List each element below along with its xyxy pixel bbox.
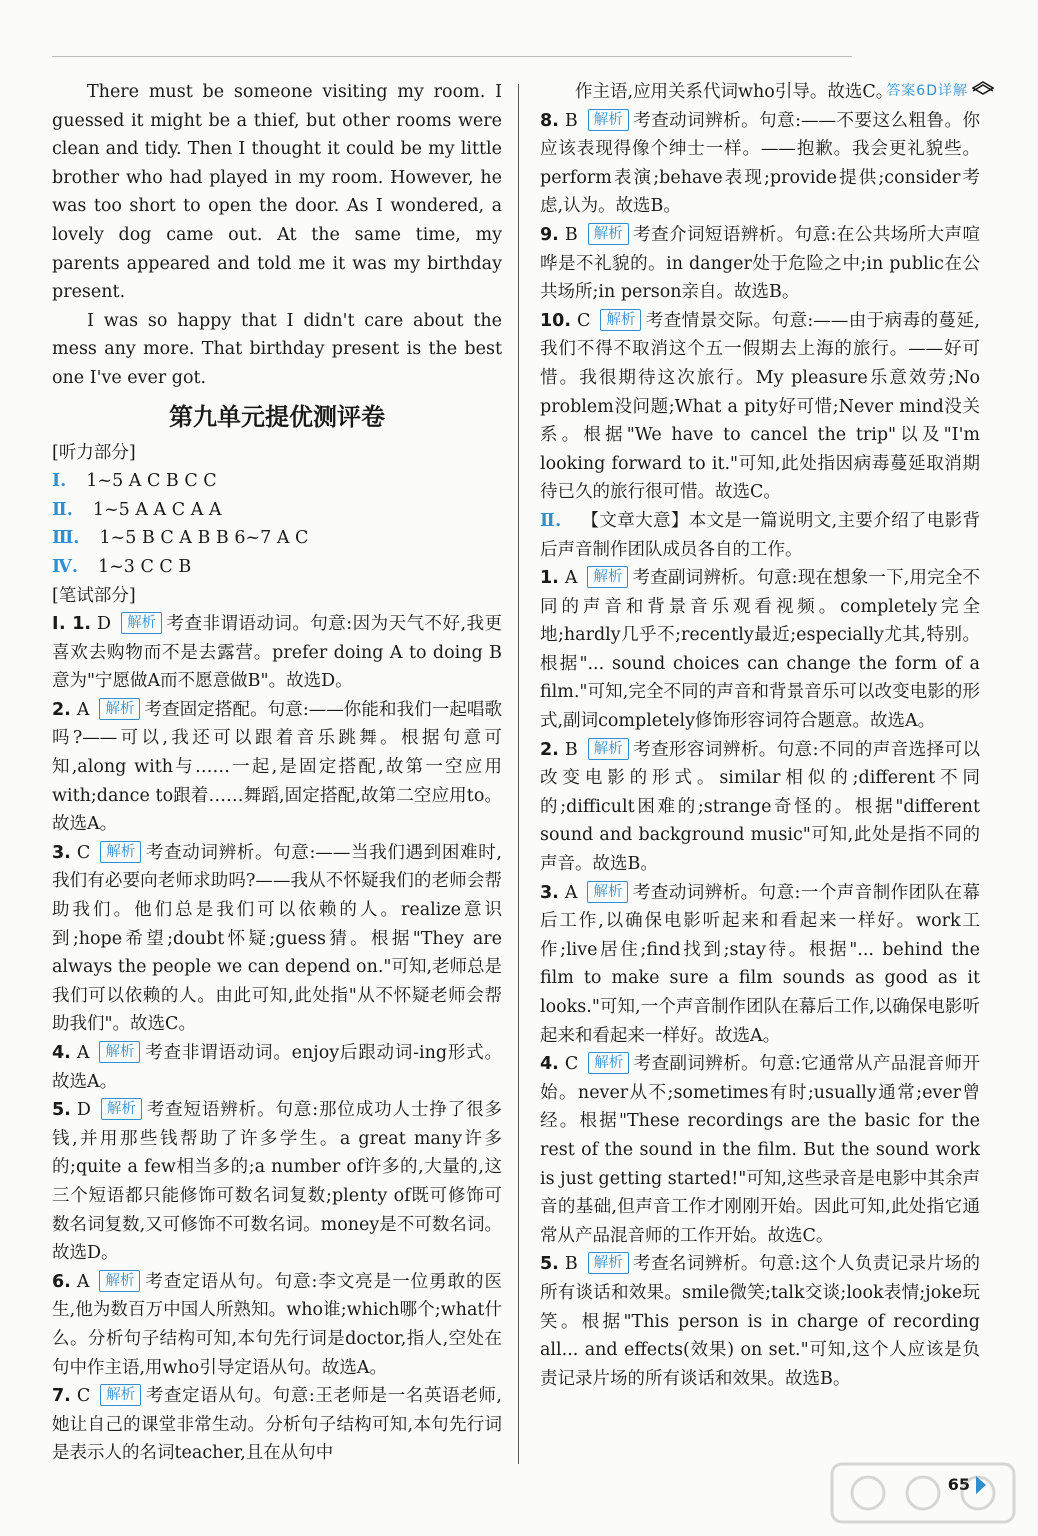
listening-answer-line	[52, 496, 502, 525]
item-number: 10.	[540, 310, 572, 331]
header-label: 答案6D详解	[886, 83, 968, 99]
item-explanation: 考查动词辨析。句意:一个声音制作团队在幕后工作,以确保电影听起来和看起来一样好。work工作;live居住;find找到;stay待。根据"... behind the film to make sure a film sounds as good as it looks."可知,一个声音制作团队在幕后工作,以确保电影听起来和看起来一样好。故选A。	[540, 882, 980, 1046]
item-answer: B	[564, 739, 578, 760]
answer-item	[52, 1268, 502, 1382]
answer-item	[52, 1382, 502, 1468]
section-intro	[540, 507, 980, 564]
roman-numeral: Ⅱ.	[540, 510, 562, 531]
item-explanation: 考查名词辨析。句意:这个人负责记录片场的所有谈话和效果。smile微笑;talk交谈;look表情;joke玩笑。根据"This person is in charge of recording all... and effects(效果) on set."可知,这个人应该是负责记录片场的所有谈话和效果。故选B。	[540, 1254, 980, 1389]
passage-paragraph: I was so happy that I didn't care about the mess any more. That birthday present is the best one I've ever got.	[52, 310, 502, 388]
item-number: 5.	[52, 1100, 71, 1121]
listening-answer-line	[52, 524, 502, 553]
item-answer: A	[76, 1271, 90, 1292]
written-label: [笔试部分]	[52, 585, 136, 606]
item-number: 7.	[52, 1386, 71, 1407]
item-explanation: 考查非谓语动词。enjoy后跟动词-ing形式。故选A。	[52, 1043, 502, 1092]
unit-title: 第九单元提优测评卷	[169, 402, 385, 431]
answer-item	[52, 610, 502, 696]
item-number: 2.	[540, 739, 559, 760]
continued-explanation: 作主语,应用关系代词who引导。故选C。	[575, 82, 894, 102]
analysis-tag: 解析	[100, 841, 141, 863]
item-number: 3.	[540, 882, 559, 903]
item-number: 4.	[540, 1054, 559, 1075]
answer-text: 1~5 B C A B B 6~7 A C	[99, 528, 309, 549]
analysis-tag: 解析	[600, 309, 641, 331]
answer-item	[540, 564, 980, 736]
analysis-tag: 解析	[100, 1384, 141, 1406]
analysis-tag: 解析	[588, 109, 629, 131]
left-column	[52, 78, 502, 1468]
page-number: 65	[947, 1475, 970, 1494]
listening-answer-line	[52, 553, 502, 582]
analysis-tag: 解析	[588, 1052, 629, 1074]
item-answer: C	[577, 310, 591, 331]
item-number: 8.	[540, 110, 559, 131]
item-number: 1.	[540, 568, 559, 589]
item-answer: B	[564, 224, 578, 245]
answer-item	[52, 1096, 502, 1268]
item-explanation: 考查非谓语动词。句意:因为天气不好,我更喜欢去购物而不是去露营。prefer doing A to doing B意为"宁愿做A而不愿意做B"。故选D。	[52, 614, 502, 692]
roman-numeral: Ⅳ.	[52, 556, 78, 577]
item-explanation: 考查副词辨析。句意:它通常从产品混音师开始。never从不;sometimes有时;usually通常;ever曾经。根据"These recordings are the basic for the rest of the sound in the film. But the sound work is just getting started!"可知,这些录音是电影中其余声音的基础,但声音工作才刚刚开始。因此可知,此处指它通常从产品混音师的工作开始。故选C。	[540, 1054, 980, 1246]
item-number: 3.	[52, 842, 71, 863]
answer-item	[540, 736, 980, 879]
watermark-icon	[828, 1458, 1018, 1528]
roman-numeral: Ⅱ.	[52, 499, 73, 520]
item-explanation: 考查形容词辨析。句意:不同的声音选择可以改变电影的形式。similar相似的;different不同的;difficult困难的;strange奇怪的。根据"different sound and background music"可知,此处是指不同的声音。故选B。	[540, 739, 980, 875]
answer-text: 1~5 A A C A A	[92, 499, 222, 520]
item-answer: C	[76, 1386, 91, 1407]
answer-item	[540, 1050, 980, 1250]
item-answer: A	[76, 699, 90, 720]
header-rule	[52, 56, 852, 57]
analysis-tag: 解析	[121, 612, 162, 634]
answer-item	[540, 879, 980, 1051]
item-answer: C	[564, 1054, 579, 1075]
item-number: 4.	[52, 1043, 71, 1063]
analysis-tag: 解析	[101, 1098, 142, 1120]
item-explanation: 考查情景交际。句意:——由于病毒的蔓延,我们不得不取消这个五一假期去上海的旅行。——好可惜。我很期待这次旅行。My pleasure乐意效劳;No problem没问题;What a pity好可惜;Never mind没关系。根据"We have to cancel the trip"以及"I'm looking forward to it."可知,此处指因病毒蔓延取消期待已久的旅行很可惜。故选C。	[540, 310, 980, 503]
analysis-tag: 解析	[99, 1041, 140, 1063]
analysis-tag: 解析	[587, 566, 628, 588]
article-summary: 【文章大意】本文是一篇说明文,主要介绍了电影背后声音制作团队成员各自的工作。	[540, 510, 980, 560]
item-explanation: 考查固定搭配。句意:——你能和我们一起唱歌吗?——可以,我还可以跟着音乐跳舞。根据句意可知,along with与……一起,是固定搭配,故第一空应用with;dance to跟着……舞蹈,固定搭配,故第二空应用to。故选A。	[52, 699, 502, 835]
item-explanation: 考查定语从句。句意:李文亮是一位勇敢的医生,他为数百万中国人所熟知。who谁;which哪个;what什么。分析句子结构可知,本句先行词是doctor,指人,空处在句中作主语,用who引导定语从句。故选A。	[52, 1271, 502, 1378]
passage-paragraph: There must be someone visiting my room. I guessed it might be a thief, but other rooms were clean and tidy. Then I thought it could be my little brother who had played in my room. However, he was too short to open the door. As I wondered, a lovely dog came out. At the same time, my parents appeared and told me it was my birthday present.	[52, 82, 502, 303]
analysis-tag: 解析	[99, 698, 140, 720]
item-answer: C	[76, 842, 91, 863]
answer-item	[540, 107, 980, 221]
item-explanation: 考查动词辨析。句意:——当我们遇到困难时,我们有必要向老师求助吗?——我从不怀疑我们的老师会帮助我们。他们总是我们可以依赖的人。realize意识到;hope希望;doubt怀疑;guess猜。根据"They are always the people we can depend on."可知,老师总是我们可以依赖的人。由此可知,此处指"从不怀疑老师会帮助我们"。故选C。	[52, 842, 503, 1035]
item-explanation: 考查定语从句。句意:王老师是一名英语老师,她让自己的课堂非常生动。分析句子结构可知,本句先行词是表示人的名词teacher,且在从句中	[52, 1386, 502, 1464]
item-answer: B	[564, 1254, 578, 1275]
item-explanation: 考查短语辨析。句意:那位成功人士挣了很多钱,并用那些钱帮助了许多学生。a great many许多的;quite a few相当多的;a number of许多的,大量的,这三个短语都只能修饰可数名词复数;plenty of既可修饰可数名词复数,又可修饰不可数名词。money是不可数名词。故选D。	[52, 1100, 502, 1264]
roman-numeral: Ⅲ.	[52, 528, 80, 549]
roman-numeral: Ⅰ.	[52, 471, 67, 492]
item-answer: D	[97, 614, 112, 635]
column-divider	[518, 84, 519, 1464]
answer-item	[540, 221, 980, 307]
item-number: 2.	[52, 699, 71, 720]
item-answer: B	[564, 110, 578, 131]
answer-item	[52, 839, 502, 1039]
item-number: Ⅰ. 1.	[52, 614, 92, 635]
right-column	[540, 78, 980, 1393]
answer-item	[540, 307, 980, 507]
analysis-tag: 解析	[587, 881, 628, 903]
analysis-tag: 解析	[99, 1270, 140, 1292]
answer-text: 1~5 A C B C C	[86, 471, 217, 492]
analysis-tag: 解析	[588, 1252, 629, 1274]
listening-label: [听力部分]	[52, 442, 136, 463]
item-number: 5.	[540, 1254, 559, 1275]
analysis-tag: 解析	[588, 223, 629, 245]
answer-item	[52, 696, 502, 839]
analysis-tag: 解析	[588, 738, 629, 760]
answer-text: 1~3 C C B	[97, 556, 192, 577]
item-explanation: 考查介词短语辨析。句意:在公共场所大声喧哗是不礼貌的。in danger处于危险之中;in public在公共场所;in person亲自。故选B。	[540, 224, 980, 303]
item-explanation: 考查副词辨析。句意:现在想象一下,用完全不同的声音和背景音乐观看视频。completely完全地;hardly几乎不;recently最近;especially尤其,特别。根据"... sound choices can change the form of a film."可知,完全不同的声音和背景音乐可以改变电影的形式,副词completely修饰形容词符合题意。故选A。	[540, 568, 980, 732]
answer-item	[540, 1250, 980, 1393]
item-answer: A	[76, 1043, 90, 1063]
item-explanation: 考查动词辨析。句意:——不要这么粗鲁。你应该表现得像个绅士一样。——抱歉。我会更礼貌些。perform表演;behave表现;provide提供;consider考虑,认为。故选B。	[540, 110, 980, 217]
item-answer: A	[564, 882, 578, 903]
item-number: 9.	[540, 224, 559, 245]
listening-answer-line	[52, 467, 502, 496]
item-number: 6.	[52, 1271, 71, 1292]
answer-item	[52, 1039, 502, 1096]
item-answer: D	[76, 1100, 91, 1121]
item-answer: A	[564, 568, 578, 589]
